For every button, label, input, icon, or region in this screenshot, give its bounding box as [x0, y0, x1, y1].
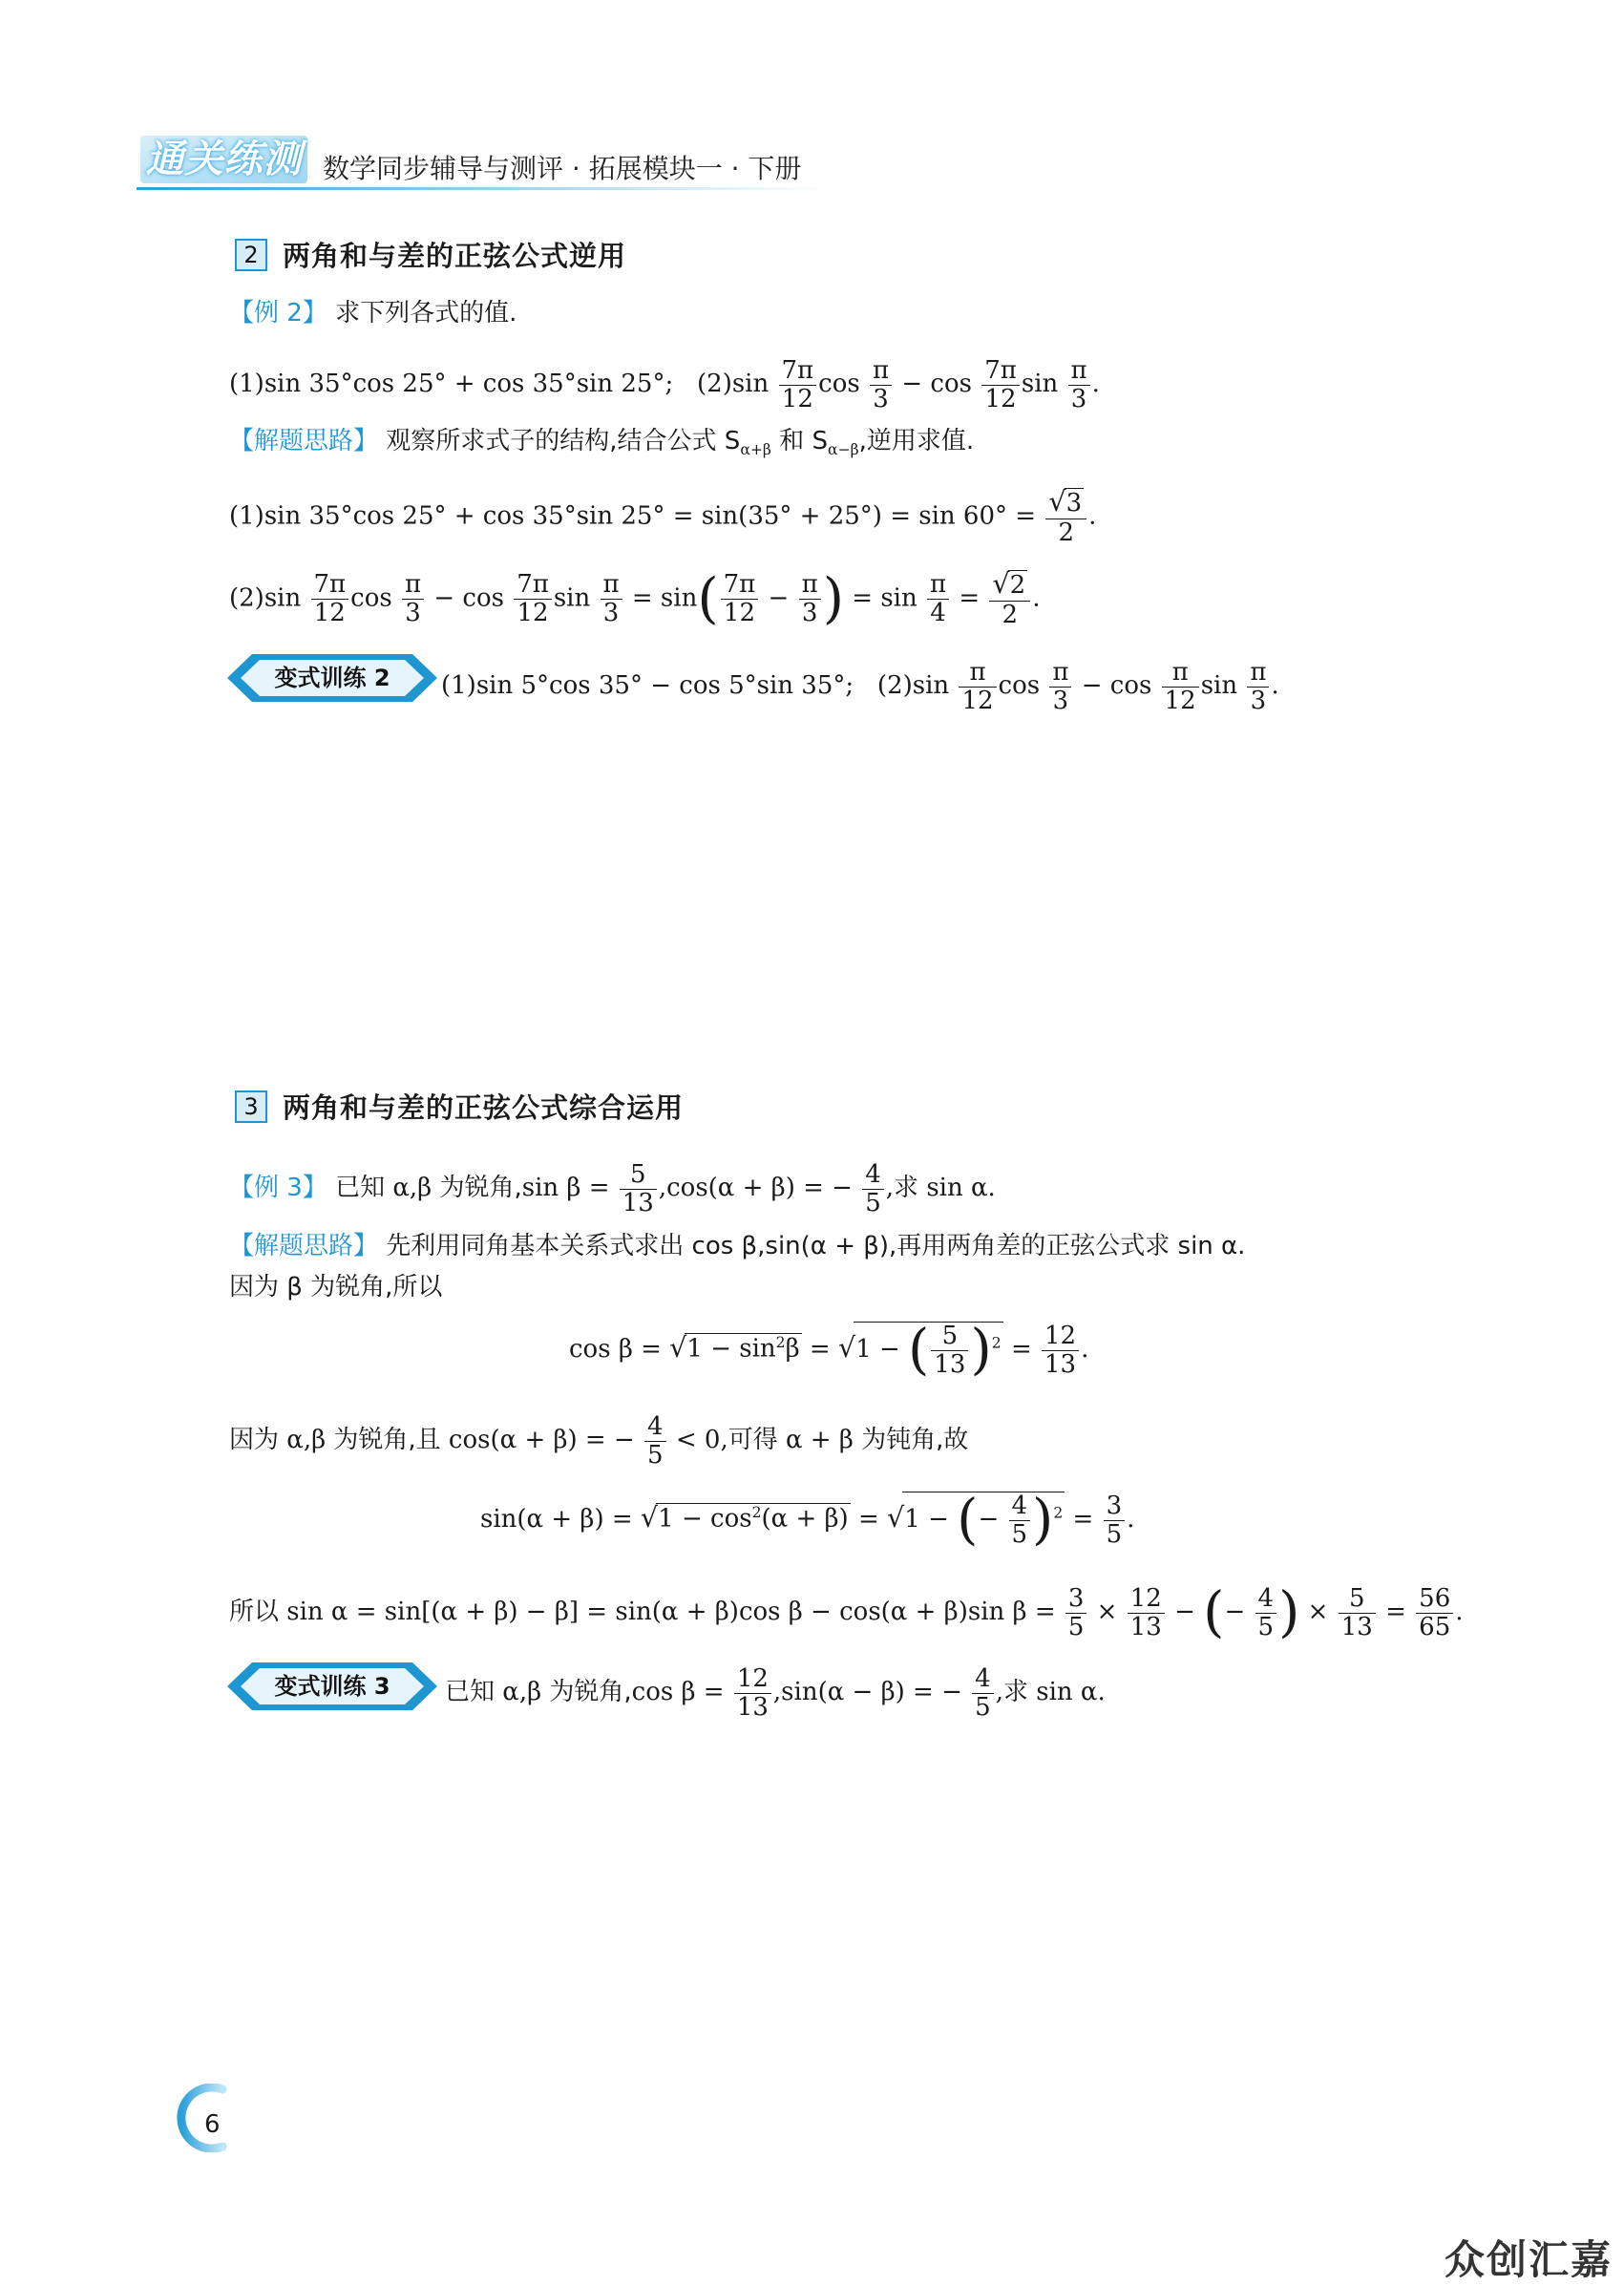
header-rule [137, 187, 824, 191]
practice-label: 变式训练 2 [274, 665, 390, 691]
section-3-heading [235, 1087, 684, 1126]
example-2-statement [229, 294, 517, 332]
example-2-problems: (1)sin 35°cos 25° + cos 35°sin 25°; (2)sin $\frac{7\pi}{12}$ cos $\frac{\pi}{3}$ − cos $\frac{7\pi}{12}$ sin $\frac{\pi}{3}$ . [229, 356, 1100, 413]
hint-label: 【解题思路】 [229, 427, 379, 455]
example-3-obtuse: 因为 α,β 为锐角,且 cos(α + β) = − $\frac{4}{5}$ < 0,可得 α + β 为钝角,故 [229, 1412, 969, 1470]
example-2-hint: 【解题思路】 观察所求式子的结构,结合公式 $S_{\alpha+\beta}$ 和 $S_{\alpha-\beta}$,逆用求值. [229, 427, 975, 459]
example-2-solution-1: (1)sin 35°cos 25° + cos 35°sin 25° = sin(35° + 25°) = sin 60° = $\frac{√3}{2}$ . [229, 485, 1097, 548]
example-3-because: 因为 β 为锐角,所以 [229, 1273, 443, 1302]
section-title: 两角和与差的正弦公式逆用 [283, 240, 627, 272]
example-2-solution-2: (2)sin $\frac{7\pi}{12}$ cos $\frac{\pi}{3}$ − cos $\frac{7\pi}{12}$ sin $\frac{\pi}{3}$ = sin( $\frac{7\pi}{12}$ − $\frac{\pi}{3}$ ) = sin $\frac{\pi}{4}$ = $\frac{√2}{2}$ . [229, 566, 1041, 630]
practice-tag-3 [227, 1662, 437, 1710]
practice-2-problems: (1)sin 5°cos 35° − cos 5°sin 35°; (2)sin $\frac{\pi}{12}$ cos $\frac{\pi}{3}$ − cos $\frac{\pi}{12}$ sin $\frac{\pi}{3}$ . [441, 658, 1279, 715]
example-3-statement: 【例 3】 已知 α,β 为锐角,sin β = $\frac{5}{13}$ ,cos(α + β) = − $\frac{4}{5}$ ,求 sin α. [229, 1160, 996, 1217]
brand-text: 通关练测 [145, 138, 303, 181]
section-number: 3 [235, 1090, 267, 1123]
page-number: 6 [204, 2110, 221, 2139]
example-label: 【例 2】 [229, 299, 327, 328]
equation-sin-sum: $\sin(\alpha + \beta) = √1 - \cos^2(\alpha + \beta) = √1$ − (− $\frac{4}{5}$ )$^2$ = $\frac{3}{5}$ . [480, 1488, 1135, 1552]
practice-3-problem: 已知 α,β 为锐角,cos β = $\frac{12}{13}$ ,sin(α − β) = − $\frac{4}{5}$ ,求 sin α. [445, 1664, 1106, 1722]
equation-sin-alpha: 所以 sin α = sin[(α + β) − β] = sin(α + β)cos β − cos(α + β)sin β = $\frac{3}{5}$ × $\frac{12}{13}$ − (− $\frac{4}{5}$ ) × $\frac{5}{13}$ = $\frac{56}{65}$ . [229, 1580, 1464, 1644]
example-3-hint [229, 1227, 1245, 1265]
practice-label: 变式训练 3 [274, 1673, 390, 1700]
example-label: 【例 3】 [229, 1174, 327, 1203]
brand-logo [137, 132, 311, 187]
hint-text: 先利用同角基本关系式求出 cos β,sin(α + β),再用两角差的正弦公式求 sin α. [386, 1232, 1246, 1260]
section-number: 2 [235, 239, 267, 271]
example-prompt: 求下列各式的值. [335, 299, 517, 328]
equation-cos-beta: $\cos \beta = √1 - \sin^2\beta = √1$ − ( $\frac{5}{13}$ )$^2$ = $\frac{12}{13}$ . [569, 1318, 1089, 1382]
watermark: 众创汇嘉 [1444, 2236, 1613, 2283]
section-title: 两角和与差的正弦公式综合运用 [283, 1091, 685, 1124]
section-2-heading [235, 235, 626, 274]
hint-label: 【解题思路】 [229, 1232, 379, 1260]
header-title: 数学同步辅导与测评 · 拓展模块一 · 下册 [323, 153, 802, 184]
hint-text: 观察所求式子的结构,结合公式 S [386, 427, 741, 455]
practice-tag-2 [227, 654, 437, 702]
